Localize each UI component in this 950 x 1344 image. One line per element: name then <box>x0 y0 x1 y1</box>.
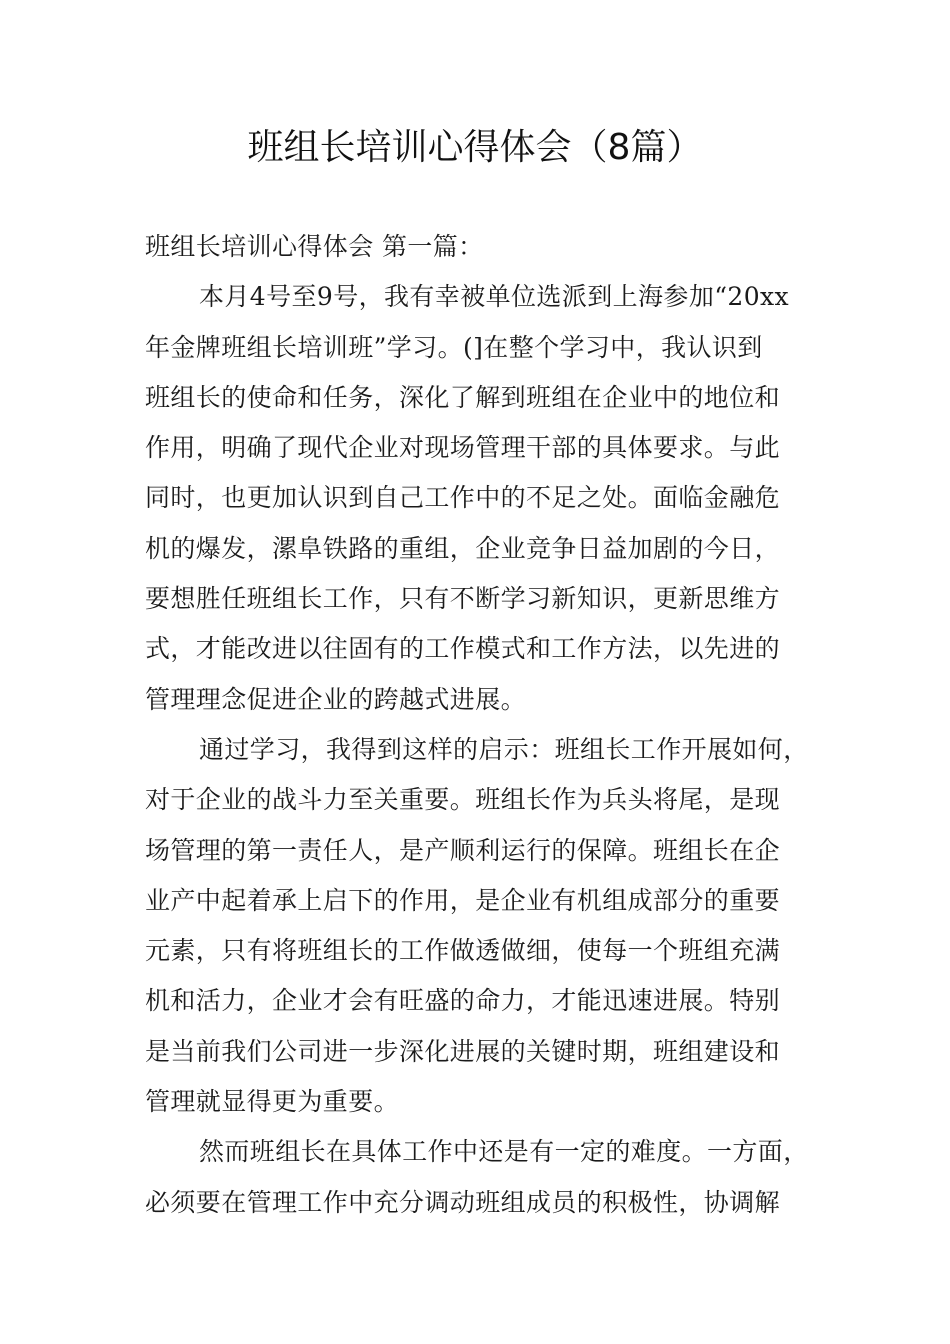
text-line: 要想胜任班组长工作，只有不断学习新知识，更新思维方 <box>145 584 781 614</box>
text-line: 场管理的第一责任人，是产顺利运行的保障。班组长在企 <box>145 835 781 865</box>
text-line: 通过学习，我得到这样的启示：班组长工作开展如何， <box>199 734 809 764</box>
document-body <box>145 222 815 1228</box>
text-line: 本月4号至9号，我有幸被单位选派到上海参加“20xx <box>199 282 790 312</box>
text-line: 业产中起着承上启下的作用，是企业有机组成部分的重要 <box>145 885 781 915</box>
text-line: 然而班组长在具体工作中还是有一定的难度。一方面， <box>199 1137 809 1167</box>
text-line: 班组长的使命和任务，深化了解到班组在企业中的地位和 <box>145 382 781 412</box>
text-line: 年金牌班组长培训班”学习。(]在整个学习中，我认识到 <box>145 332 763 362</box>
text-line: 对于企业的战斗力至关重要。班组长作为兵头将尾，是现 <box>145 785 781 815</box>
text-line: 是当前我们公司进一步深化进展的关键时期，班组建设和 <box>145 1036 781 1066</box>
text-line: 管理理念促进企业的跨越式进展。 <box>145 684 527 714</box>
text-line: 必须要在管理工作中充分调动班组成员的积极性，协调解 <box>145 1187 781 1217</box>
text-line: 机的爆发，漯阜铁路的重组，企业竞争日益加剧的今日， <box>145 533 781 563</box>
text-line: 班组长培训心得体会 第一篇： <box>145 232 484 261</box>
text-line: 元素，只有将班组长的工作做透做细，使每一个班组充满 <box>145 936 781 966</box>
text-line: 机和活力，企业才会有旺盛的命力，才能迅速进展。特别 <box>145 986 781 1016</box>
text-line: 管理就显得更为重要。 <box>145 1087 400 1117</box>
text-line: 作用，明确了现代企业对现场管理干部的具体要求。与此 <box>145 433 781 463</box>
document-title: 班组长培训心得体会（8篇） <box>247 127 703 168</box>
text-line: 式，才能改进以往固有的工作模式和工作方法，以先进的 <box>145 634 781 664</box>
text-line: 同时，也更加认识到自己工作中的不足之处。面临金融危 <box>145 483 781 513</box>
